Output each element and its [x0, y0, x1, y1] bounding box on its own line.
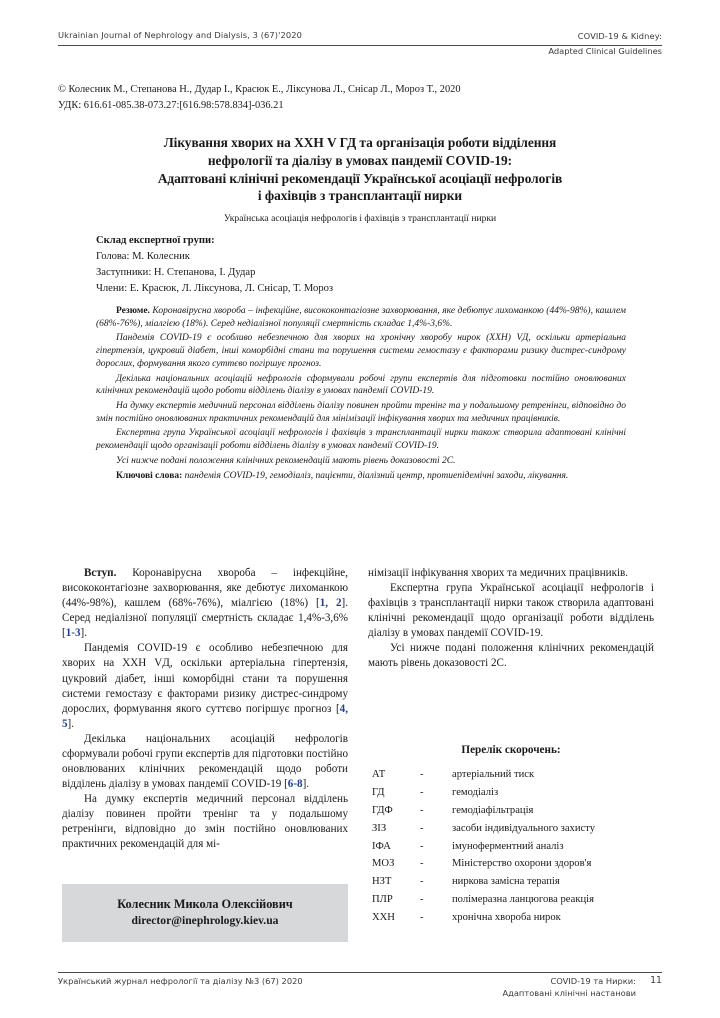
abbreviations-title: Перелік скорочень:	[461, 744, 561, 756]
abbreviation-key: ГД	[372, 787, 385, 799]
keywords-paragraph	[96, 470, 626, 483]
footer-section-line-1: COVID-19 та Нирки:	[550, 976, 636, 986]
abbreviation-key: НЗТ	[372, 876, 392, 888]
abbreviation-key: ПЛР	[372, 893, 393, 905]
abstract-paragraph-2: Пандемія COVID-19 є особливо небезпечною для хворих на хронічну хворобу нирок (ХХН) VД, оскільки артеріальна гіпертензія, цукровий діабет, інші коморбідні стани та порушення системи гемостазу є факторами ризику дистрес-синдрому дорослих, формування якого суттєво погіршує прогноз.	[96, 333, 626, 369]
citation-ref-4[interactable]: 6-8	[287, 778, 303, 791]
body-paragraph-5: Експертна група Української асоціації нефрологів і фахівців з трансплантації нирки також створила адаптовані клінічні рекомендації щодо організації роботи відділень діалізу в умовах пандемії COVID-19.	[368, 582, 654, 640]
abstract-paragraph-1	[96, 305, 626, 330]
running-head-section: COVID-19 & Kidney:	[577, 31, 662, 41]
keywords-label: Ключові слова:	[116, 470, 183, 481]
body-text-3b: ].	[302, 778, 310, 791]
abbreviation-key: ІФА	[372, 840, 391, 852]
abbreviations-table-body	[372, 766, 662, 926]
abbreviation-key: МОЗ	[372, 858, 395, 870]
expert-group-chair: Голова: М. Колесник	[96, 251, 190, 263]
abbreviation-dash: -	[420, 804, 424, 816]
abbreviation-row	[372, 908, 662, 926]
abstract-paragraph-4: На думку експертів медичний персонал відділень діалізу повинен пройти тренінг та у подальшому ретренінги, відповідно до змін постійно оновлюваних практичних рекомендацій для мінімізації інфікування хворих та медичних працівників.	[96, 401, 626, 424]
citation-ref-3[interactable]: 4, 5	[62, 702, 348, 730]
abbreviation-value: ниркова замісна терапія	[452, 876, 560, 888]
body-paragraph-intro	[62, 566, 348, 641]
contact-box	[62, 884, 348, 942]
abbreviations-table	[372, 766, 662, 926]
intro-text-a: Коронавірусна хвороба – інфекційне, висококонтагіозне захворювання, яке дебютує лихоманкою (44%-98%), кашлем (68%-76%), міалгією (18%) [	[62, 567, 348, 610]
footer-section-line-2: Адаптовані клінічні настанови	[502, 988, 636, 999]
body-column-right	[368, 566, 654, 672]
abstract-paragraph-6: Усі нижче подані положення клінічних рекомендацій мають рівень доказовості 2С.	[116, 455, 456, 466]
body-text-2b: ].	[67, 717, 75, 730]
abstract-paragraph-3: Декілька національних асоціацій нефрологів сформували робочі групи експертів для підготовки постійно оновлюваних клінічних рекомендацій щодо роботи відділень діалізу в умовах пандемії COVID-19.	[96, 373, 626, 397]
abbreviation-value: Міністерство охорони здоров'я	[452, 858, 592, 870]
udc-line: УДК: 616.61-085.38-073.27:[616.98:578.834]-036.21	[58, 100, 284, 111]
intro-label: Вступ.	[84, 567, 117, 579]
body-column-left	[62, 566, 348, 852]
abbreviation-row	[372, 766, 662, 784]
abbreviation-row	[372, 890, 662, 908]
abbreviation-dash: -	[420, 893, 424, 905]
body-paragraph-3	[62, 732, 348, 792]
expert-group-heading: Склад експертної групи:	[96, 235, 215, 246]
abbreviation-key: ХХН	[372, 911, 395, 923]
abbreviation-value: хронічна хвороба нирок	[452, 911, 561, 923]
expert-group-members: Члени: Е. Красюк, Л. Ліксунова, Л. Снісар, Т. Мороз	[96, 283, 334, 295]
abbreviation-value: імуноферментний аналіз	[452, 840, 564, 852]
page-title-line-2: нефрології та діалізу в умовах пандемії COVID-19:	[207, 152, 513, 168]
abbreviation-dash: -	[420, 876, 424, 888]
running-head	[58, 30, 662, 42]
abbreviation-row	[372, 784, 662, 802]
expert-group-deputies: Заступники: Н. Степанова, І. Дудар	[96, 267, 256, 279]
abbreviation-value: гемодіаліз	[452, 787, 499, 799]
page-title-line-4: і фахівців з трансплантації нирки	[257, 188, 463, 204]
page-title-line-3: Адаптовані клінічні рекомендації Української асоціації нефрологів	[157, 170, 563, 186]
footer-rule	[58, 972, 662, 973]
abbreviation-dash: -	[420, 787, 424, 799]
intro-text-b: ]. Серед недіалізної популяції смертність складає 1,4%-3,6% [	[62, 597, 348, 640]
expert-group-block	[96, 233, 636, 297]
citation-ref-1[interactable]: 1, 2	[319, 597, 342, 610]
abbreviation-row	[372, 802, 662, 820]
abbreviation-dash: -	[420, 769, 424, 781]
abbreviation-dash: -	[420, 840, 424, 852]
body-paragraph-6: Усі нижче подані положення клінічних рекомендацій мають рівень доказовості 2С.	[368, 642, 654, 670]
abbreviation-key: ГДФ	[372, 804, 393, 816]
abbreviation-key: АТ	[372, 769, 386, 781]
contact-name: Колесник Микола Олексійович	[117, 897, 293, 912]
abstract-paragraph-5: Експертна група Української асоціації нефрологів і фахівців з трансплантації нирки також створила адаптовані клінічні рекомендації щодо організації роботи відділень діалізу в умовах пандемії COVID-19.	[96, 428, 626, 452]
keywords-text: пандемія COVID-19, гемодіаліз, пацієнти, діалізний центр, протиепідемічні заходи, лікування.	[182, 470, 569, 481]
abbreviation-dash: -	[420, 822, 424, 834]
copyright-line: © Колесник М., Степанова Н., Дудар І., Красюк Е., Ліксунова Л., Снісар Л., Мороз Т., 2020	[58, 84, 461, 95]
footer-journal: Український журнал нефрології та діалізу №3 (67) 2020	[58, 976, 303, 986]
body-paragraph-2	[62, 641, 348, 731]
abbreviation-dash: -	[420, 911, 424, 923]
abbreviation-value: гемодіафільтрація	[452, 804, 534, 816]
abbreviation-value: артеріальний тиск	[452, 769, 535, 781]
abbreviation-dash: -	[420, 858, 424, 870]
title-block	[66, 134, 654, 226]
intro-text-c: ].	[80, 627, 87, 640]
body-text-2a: Пандемія COVID-19 є особливо небезпечною для хворих на ХХН VД, оскільки артеріальна гіпертензія, цукровий діабет, інші коморбідні стани та порушення системи гемостазу є факторами ризику дистрес-синдрому дорослих, формування якого суттєво погіршує прогноз [	[62, 642, 348, 715]
affiliation: Українська асоціація нефрологів і фахівців з трансплантації нирки	[223, 213, 497, 225]
abbreviation-value: засоби індивідуального захисту	[452, 822, 596, 834]
body-text-3a: Декілька національних асоціацій нефрологів сформували робочі групи експертів для підготовки постійно оновлюваних клінічних рекомендацій щодо роботи відділень діалізу в умовах пандемії COVID-19 [	[62, 732, 348, 791]
abbreviation-row	[372, 837, 662, 855]
abbreviation-value: полімеразна ланцюгова реакція	[452, 893, 594, 905]
body-paragraph-4-continued: німізації інфікування хворих та медичних працівників.	[368, 567, 629, 579]
abbreviation-row	[372, 819, 662, 837]
abstract-text-1: Коронавірусна хвороба – інфекційне, висококонтагіозне захворювання, яке дебютує лихоманкою (44%-98%), кашлем (68%-76%), міалгією (18%). Серед недіалізної популяції смертність складає 1,4%-3,6%.	[96, 306, 626, 329]
body-paragraph-4: На думку експертів медичний персонал відділень діалізу повинен пройти тренінг та у подальшому ретренінги, відповідно до змін постійно оновлюваних практичних рекомендацій для мі-	[62, 793, 348, 851]
abstract-block	[96, 305, 626, 484]
running-head-subsection: Adapted Clinical Guidelines	[548, 46, 662, 56]
page-title-line-1: Лікування хворих на ХХН V ГД та організація роботи відділення	[163, 135, 557, 150]
abbreviation-row	[372, 855, 662, 873]
abbreviation-row	[372, 873, 662, 891]
abstract-label: Резюме.	[116, 306, 150, 316]
citation-ref-2[interactable]: 1-3	[65, 627, 81, 640]
abbreviation-key: ЗІЗ	[372, 822, 387, 834]
page-number: 11	[650, 975, 662, 986]
running-head-journal: Ukrainian Journal of Nephrology and Dialysis, 3 (67)'2020	[58, 30, 303, 40]
contact-email[interactable]: director@inephrology.kiev.ua	[131, 914, 279, 928]
